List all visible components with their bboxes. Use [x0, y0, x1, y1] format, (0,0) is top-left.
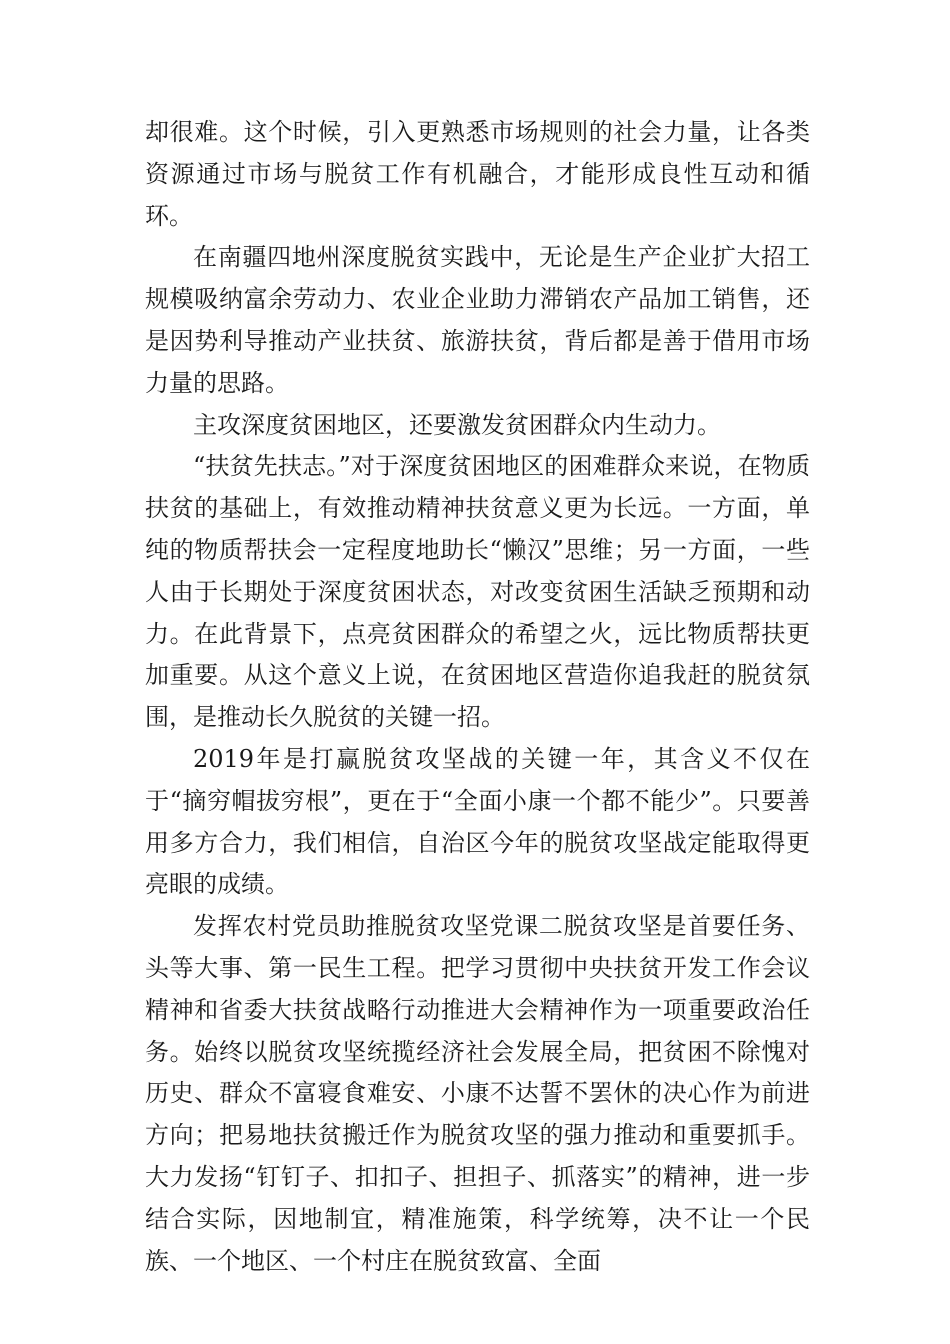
paragraph-south-xinjiang-practice: 在南疆四地州深度脱贫实践中，无论是生产企业扩大招工规模吸纳富余劳动力、农业企业助力滞销农产品加工销售，还是因势利导推动产业扶贫、旅游扶贫，背后都是善于借用市场力量的思路。	[145, 243, 810, 397]
paragraph-inner-motivation: 主攻深度贫困地区，还要激发贫困群众内生动力。	[193, 410, 721, 439]
paragraph-spiritual-poverty-relief: “扶贫先扶志。”对于深度贫困地区的困难群众来说，在物质扶贫的基础上，有效推动精神扶贫意义更为长远。一方面，单纯的物质帮扶会一定程度地助长“懒汉”思维；另一方面，一些人由于长期处于深度贫困状态，对改变贫困生活缺乏预期和动力。在此背景下，点亮贫困群众的希望之火，远比物质帮扶更加重要。从这个意义上说，在贫困地区营造你追我赶的脱贫氛围，是推动长久脱贫的关键一招。	[145, 452, 810, 732]
paragraph-2019-key-year: 2019年是打赢脱贫攻坚战的关键一年，其含义不仅在于“摘穷帽拔穷根”，更在于“全面小康一个都不能少”。只要善用多方合力，我们相信，自治区今年的脱贫攻坚战定能取得更亮眼的成绩。	[145, 744, 810, 899]
paragraph-party-lesson-two: 发挥农村党员助推脱贫攻坚党课二脱贫攻坚是首要任务、头等大事、第一民生工程。把学习贯彻中央扶贫开发工作会议精神和省委大扶贫战略行动推进大会精神作为一项重要政治任务。始终以脱贫攻坚统揽经济社会发展全局，把贫困不除愧对历史、群众不富寝食难安、小康不达誓不罢休的决心作为前进方向；把易地扶贫搬迁作为脱贫攻坚的强力推动和重要抓手。大力发扬“钉钉子、扣扣子、担担子、抓落实”的精神，进一步结合实际，因地制宜，精准施策，科学统筹，决不让一个民族、一个地区、一个村庄在脱贫致富、全面	[145, 912, 810, 1275]
document-body	[145, 112, 810, 1282]
paragraph-continuation: 却很难。这个时候，引入更熟悉市场规则的社会力量，让各类资源通过市场与脱贫工作有机融合，才能形成良性互动和循环。	[145, 118, 810, 230]
